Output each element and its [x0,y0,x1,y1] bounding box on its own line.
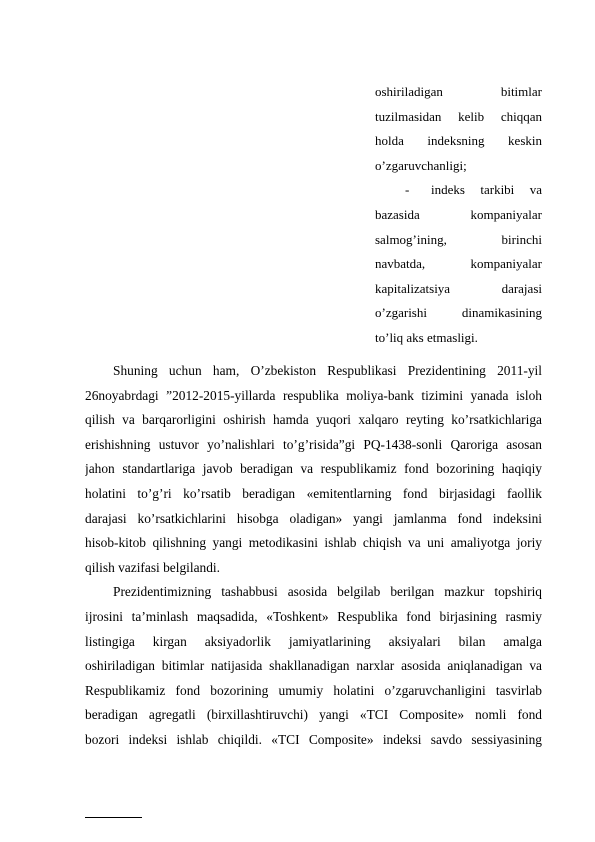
text-line: indeks tarkibi va [431,182,542,198]
text-line: Shuning uchun ham, O’zbekiston Respublikasi Prezidentining 2011-yil [113,363,542,378]
text-line: navbatda, kompaniyalar [375,256,542,272]
text-line: bozori indeksi ishlab chiqildi. «TCI Composite» indeksi savdo sessiyasining [85,731,542,747]
text-line: to’liq aks etmasligi. [375,329,478,345]
bullet-item [375,178,542,203]
footnote-separator [85,817,142,818]
text-line: kapitalizatsiya darajasi [375,280,542,296]
text-line: oshiriladigan bitimlar natijasida shakllanadigan narxlar asosida aniqlanadigan va [85,658,542,674]
text-line: beradigan agregatli (birxillashtiruvchi) yangi «TCI Composite» nomli fond [85,707,542,723]
text-line: tuzilmasidan kelib chiqqan [375,108,542,124]
text-line: jahon standartlariga javob beradigan va respublikamiz fond bozorining haqiqiy [85,461,542,477]
text-line: 26noyabrdagi ”2012-2015-yillarda respublika moliya-bank tizimini yanada isloh [85,387,542,403]
text-line: qilish vazifasi belgilandi. [85,559,220,575]
text-line: Respublikamiz fond bozorining umumiy holatini o’zgaruvchanligini tasvirlab [85,682,542,698]
text-line: hisob-kitob qilishning yangi metodikasini ishlab chiqish va uni amaliyotga joriy [85,535,542,551]
text-line: salmog’ining, birinchi [375,231,542,247]
text-line: holatini to’g’ri ko’rsatib beradigan «emitentlarning fond birjasidagi faollik [85,485,542,501]
body-text [85,359,542,753]
text-line: qilish va barqarorligini oshirish hamda yuqori xalqaro reyting ko’rsatkichlariga [85,412,542,428]
paragraph-2 [85,580,542,752]
text-line: listingiga kirgan aksiyadorlik jamiyatlarining aksiyalari bilan amalga [85,633,542,649]
text-line: ijrosini ta’minlash maqsadida, «Toshkent» Respublika fond birjasining rasmiy [85,608,542,624]
text-line: erishishning ustuvor yo’nalishlari to’g’risida”gi PQ-1438-sonli Qaroriga asosan [85,436,542,452]
text-line: o’zgarishi dinamikasining [375,305,542,321]
text-line: Prezidentimizning tashabbusi asosida belgilab berilgan mazkur topshiriq [113,584,542,600]
paragraph-1 [85,359,542,580]
text-line: o’zgaruvchanligi; [375,157,467,173]
bullet-dash: - [405,182,410,198]
text-line: oshiriladigan bitimlar [375,84,542,99]
text-line: holda indeksning keskin [375,133,542,149]
right-column-text [375,80,542,351]
text-line: bazasida kompaniyalar [375,206,542,222]
text-line: darajasi ko’rsatkichlarini hisobga oladigan» yangi jamlanma fond indeksini [85,510,542,526]
